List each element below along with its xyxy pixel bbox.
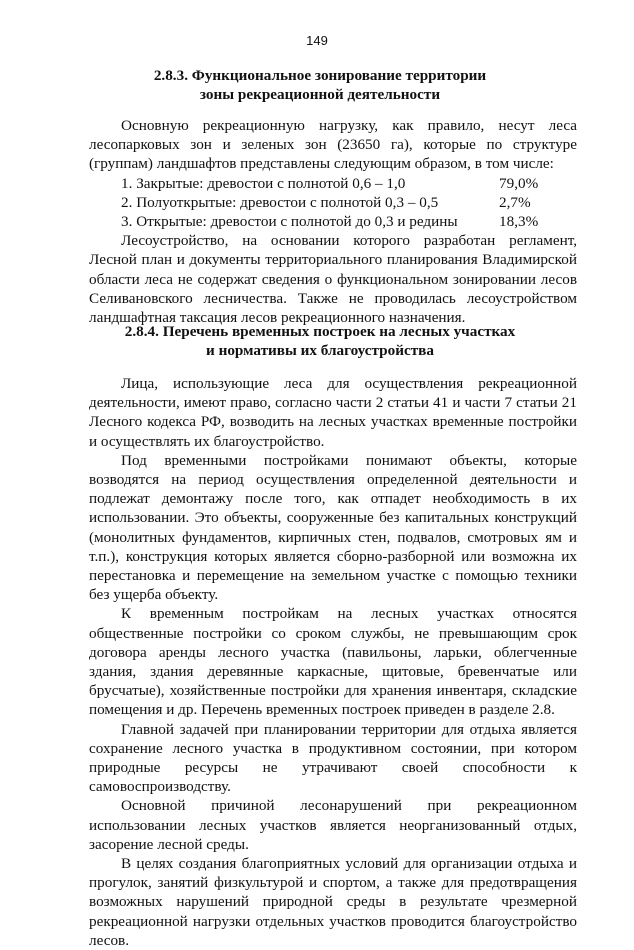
paragraph: В целях создания благоприятных условий для организации отдыха и прогулок, занятий физкультурой и спортом, а также для предотвращения возможных нарушений природной среды в результате чрезмерной рекреационной нагрузки отдельных участков проводится благоустройство лесов.: [89, 855, 577, 949]
paragraph: Лесоустройство, на основании которого разработан регламент, Лесной план и документы территориального планирования Владимирской области леса не содержат сведения о функциональном зонировании лесов Селивановского лесничества. Также не проводилась лесоустройством ландшафтная таксация лесов рекреационного назначения.: [89, 232, 577, 327]
list-item-text: 1. Закрытые: древостои с полнотой 0,6 – 1,0: [121, 174, 406, 192]
section-heading-2-8-3: [60, 66, 580, 104]
list-item-value: 18,3%: [499, 213, 539, 231]
list-item-value: 2,7%: [499, 193, 531, 211]
paragraph: К временным постройкам на лесных участках относятся общественные постройки со сроком службы, не превышающим срок договора аренды лесного участка (павильоны, ларьки, облегченные здания, здания деревянные каркасные, щитовые, бревенчатые или брусчатые), хозяйственные постройки для хранения инвентаря, складские помещения и др. Перечень временных построек приведен в разделе 2.8.: [89, 605, 577, 719]
paragraph: Лица, использующие леса для осуществления рекреационной деятельности, имеют право, согласно части 2 статьи 41 и части 7 статьи 21 Лесного кодекса РФ, возводить на лесных участках временные постройки и осуществлять их благоустройство.: [89, 375, 577, 450]
list-item: [89, 174, 577, 193]
heading-line: 2.8.4. Перечень временных построек на лесных участках: [124, 323, 516, 340]
paragraph: Основную рекреационную нагрузку, как правило, несут леса лесопарковых зон и зеленых зон (23650 га), которые по структуре (группам) ландшафтов представлены следующим образом, в том числе:: [89, 117, 577, 173]
list-item-text: 2. Полуоткрытые: древостои с полнотой 0,3 – 0,5: [121, 193, 439, 211]
paragraph: Главной задачей при планировании территории для отдыха является сохранение лесного участка в продуктивном состоянии, при котором природные ресурсы не утрачивают своей способности к самовоспроизводству.: [89, 720, 577, 796]
list-item-value: 79,0%: [499, 174, 539, 192]
section-body-2-8-3: [89, 116, 577, 327]
list-item-text: 3. Открытые: древостои с полнотой до 0,3 и редины: [121, 213, 458, 231]
list-item: [89, 193, 577, 212]
page-number: 149: [306, 33, 328, 48]
heading-line: зоны рекреационной деятельности: [199, 86, 441, 103]
list-item: [89, 212, 577, 231]
section-body-2-8-4: [89, 374, 577, 950]
heading-line: 2.8.3. Функциональное зонирование территории: [153, 67, 487, 84]
section-heading-2-8-4: [60, 322, 580, 360]
paragraph: Под временными постройками понимают объекты, которые возводятся на период осуществления определенной деятельности и подлежат демонтажу после того, как отпадет необходимость в их использовании. Это объекты, сооруженные без капитальных конструкций (монолитных фундаментов, кирпичных стен, подвалов, смотровых ям и т.п.), конструкция которых является сборно-разборной или возможна их перестановка и перемещение на земельном участке с помощью техники без ущерба объекту.: [89, 451, 577, 604]
heading-line: и нормативы их благоустройства: [206, 342, 434, 359]
paragraph: Основной причиной лесонарушений при рекреационном использовании лесных участков является неорганизованный отдых, засорение лесной среды.: [89, 797, 577, 853]
